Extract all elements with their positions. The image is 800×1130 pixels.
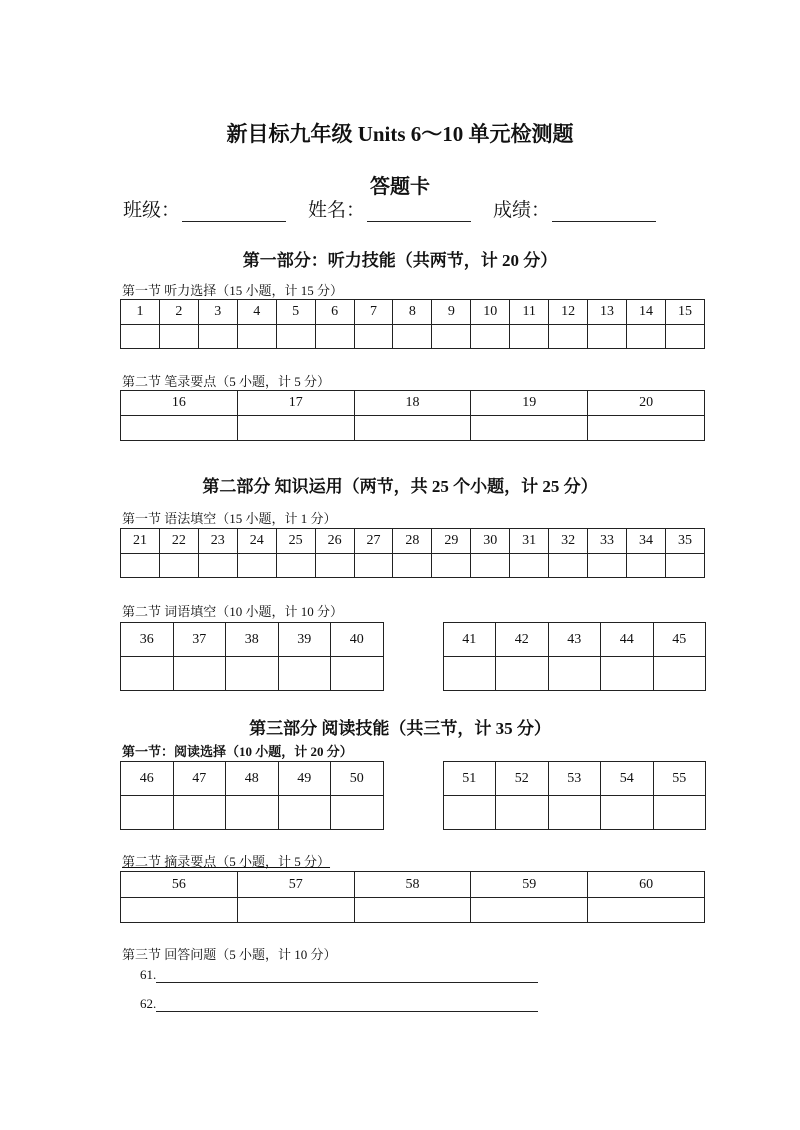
part1-title: 第一部分：听力技能（共两节，计 20 分）	[242, 251, 558, 270]
table-gap	[383, 657, 443, 691]
question-number-cell: 13	[588, 300, 627, 325]
answer-cell[interactable]	[588, 325, 627, 349]
question-number-cell: 18	[354, 391, 471, 416]
number-row	[121, 623, 706, 657]
answer-cell[interactable]	[198, 554, 237, 578]
table-gap	[383, 796, 443, 830]
score-label: 成绩：	[493, 199, 551, 221]
answer-cell[interactable]	[471, 416, 588, 441]
class-blank[interactable]	[182, 203, 286, 222]
question-number-cell: 42	[496, 623, 549, 657]
question-number-cell: 58	[354, 872, 471, 898]
page-title: 新目标九年级 Units 6～10 单元检测题	[226, 122, 574, 146]
question-number-cell: 26	[315, 529, 354, 554]
number-row	[121, 391, 705, 416]
answer-cell[interactable]	[588, 898, 705, 923]
question-number-cell: 9	[432, 300, 471, 325]
question-number-cell: 7	[354, 300, 393, 325]
question-number-cell: 48	[226, 762, 279, 796]
question-number-cell: 60	[588, 872, 705, 898]
answer-cell[interactable]	[173, 657, 226, 691]
part2-sec1-label: 第一节 语法填空（15 小题，计 1 分）	[122, 511, 337, 526]
answer-cell[interactable]	[121, 554, 160, 578]
answer-cell[interactable]	[549, 554, 588, 578]
answer-row	[121, 325, 705, 349]
answer-cell[interactable]	[471, 554, 510, 578]
question-number-cell: 29	[432, 529, 471, 554]
question-number-cell: 27	[354, 529, 393, 554]
answer-cell[interactable]	[121, 416, 238, 441]
class-label: 班级：	[123, 199, 181, 221]
answer-cell[interactable]	[315, 554, 354, 578]
question-number-cell: 34	[626, 529, 665, 554]
question-number-cell: 2	[159, 300, 198, 325]
question-number-cell: 21	[121, 529, 160, 554]
question-number-cell: 40	[331, 623, 384, 657]
question-number-cell: 5	[276, 300, 315, 325]
answer-cell[interactable]	[121, 657, 174, 691]
answer-line-61[interactable]	[140, 967, 538, 983]
question-number: 61.	[140, 967, 157, 982]
answer-cell[interactable]	[226, 796, 279, 830]
question-number: 62.	[140, 996, 157, 1011]
answer-cell[interactable]	[237, 325, 276, 349]
answer-cell[interactable]	[496, 796, 549, 830]
question-number-cell: 41	[443, 623, 496, 657]
answer-cell[interactable]	[159, 325, 198, 349]
question-number-cell: 14	[626, 300, 665, 325]
question-number-cell: 19	[471, 391, 588, 416]
question-number-cell: 43	[548, 623, 601, 657]
answer-cell[interactable]	[510, 554, 549, 578]
question-number-cell: 23	[198, 529, 237, 554]
answer-cell[interactable]	[665, 325, 704, 349]
question-number-cell: 45	[653, 623, 706, 657]
question-number-cell: 31	[510, 529, 549, 554]
question-number-cell: 3	[198, 300, 237, 325]
answer-row	[121, 554, 705, 578]
part2-sec2-label: 第二节 词语填空（10 小题，计 10 分）	[122, 604, 344, 619]
question-number-cell: 52	[496, 762, 549, 796]
answer-cell[interactable]	[653, 657, 706, 691]
question-number-cell: 37	[173, 623, 226, 657]
answer-row	[121, 657, 706, 691]
answer-cell[interactable]	[159, 554, 198, 578]
question-number-cell: 16	[121, 391, 238, 416]
question-number-cell: 10	[471, 300, 510, 325]
answer-cell[interactable]	[354, 898, 471, 923]
answer-cell[interactable]	[121, 898, 238, 923]
answer-cell[interactable]	[588, 416, 705, 441]
answer-cell[interactable]	[432, 325, 471, 349]
answer-cell[interactable]	[237, 898, 354, 923]
question-number-cell: 39	[278, 623, 331, 657]
question-number-cell: 59	[471, 872, 588, 898]
question-number-cell: 50	[331, 762, 384, 796]
question-number-cell: 28	[393, 529, 432, 554]
answer-cell[interactable]	[278, 657, 331, 691]
answer-cell[interactable]	[471, 898, 588, 923]
answer-cell[interactable]	[432, 554, 471, 578]
number-row	[121, 529, 705, 554]
answer-cell[interactable]	[331, 796, 384, 830]
question-number-cell: 57	[237, 872, 354, 898]
answer-cell[interactable]	[443, 796, 496, 830]
part3-sec2-label: 第二节 摘录要点（5 小题，计 5 分）	[122, 854, 331, 869]
answer-cell[interactable]	[626, 325, 665, 349]
question-number-cell: 15	[665, 300, 704, 325]
question-number-cell: 33	[588, 529, 627, 554]
answer-cell[interactable]	[548, 657, 601, 691]
answer-cell[interactable]	[601, 657, 654, 691]
question-number-cell: 6	[315, 300, 354, 325]
question-number-cell: 25	[276, 529, 315, 554]
answer-cell[interactable]	[393, 554, 432, 578]
answer-cell[interactable]	[510, 325, 549, 349]
name-label: 姓名：	[308, 199, 366, 221]
part2-sec1-table	[120, 528, 705, 578]
question-number-cell: 17	[237, 391, 354, 416]
part1-sec1-table	[120, 299, 705, 349]
number-row	[121, 762, 706, 796]
score-field[interactable]	[493, 195, 656, 222]
answer-blank[interactable]	[156, 998, 538, 1012]
question-number-cell: 8	[393, 300, 432, 325]
class-field[interactable]	[123, 195, 286, 222]
score-blank[interactable]	[552, 203, 656, 222]
part1-sec2-table	[120, 390, 705, 441]
answer-cell[interactable]	[354, 416, 471, 441]
part3-title: 第三部分 阅读技能（共三节，计 35 分）	[249, 719, 551, 738]
question-number-cell: 56	[121, 872, 238, 898]
answer-cell[interactable]	[588, 554, 627, 578]
answer-cell[interactable]	[601, 796, 654, 830]
student-info-row	[123, 195, 678, 222]
answer-cell[interactable]	[393, 325, 432, 349]
question-number-cell: 36	[121, 623, 174, 657]
answer-cell[interactable]	[121, 796, 174, 830]
question-number-cell: 51	[443, 762, 496, 796]
question-number-cell: 54	[601, 762, 654, 796]
part3-sec2-table	[120, 871, 705, 923]
answer-row	[121, 416, 705, 441]
answer-blank[interactable]	[156, 969, 538, 983]
question-number-cell: 53	[548, 762, 601, 796]
answer-cell[interactable]	[237, 554, 276, 578]
question-number-cell: 44	[601, 623, 654, 657]
question-number-cell: 24	[237, 529, 276, 554]
name-blank[interactable]	[367, 203, 471, 222]
answer-cell[interactable]	[549, 325, 588, 349]
part3-sec1-label: 第一节：阅读选择（10 小题，计 20 分）	[122, 744, 353, 759]
answer-cell[interactable]	[331, 657, 384, 691]
answer-cell[interactable]	[226, 657, 279, 691]
answer-cell[interactable]	[665, 554, 704, 578]
part2-sec2-table	[120, 622, 706, 691]
answer-cell[interactable]	[276, 325, 315, 349]
question-number-cell: 4	[237, 300, 276, 325]
question-number-cell: 1	[121, 300, 160, 325]
part1-sec2-label: 第二节 笔录要点（5 小题，计 5 分）	[122, 374, 331, 389]
answer-cell[interactable]	[173, 796, 226, 830]
answer-line-62[interactable]	[140, 996, 538, 1012]
answer-cell[interactable]	[315, 325, 354, 349]
answer-cell[interactable]	[198, 325, 237, 349]
number-row	[121, 300, 705, 325]
name-field[interactable]	[308, 195, 471, 222]
answer-cell[interactable]	[653, 796, 706, 830]
part2-title: 第二部分 知识运用（两节，共 25 个小题，计 25 分）	[202, 477, 598, 496]
answer-cell[interactable]	[354, 554, 393, 578]
question-number-cell: 46	[121, 762, 174, 796]
question-number-cell: 47	[173, 762, 226, 796]
answer-cell[interactable]	[443, 657, 496, 691]
answer-sheet-subtitle: 答题卡	[370, 176, 430, 198]
question-number-cell: 30	[471, 529, 510, 554]
question-number-cell: 22	[159, 529, 198, 554]
question-number-cell: 35	[665, 529, 704, 554]
question-number-cell: 32	[549, 529, 588, 554]
answer-row	[121, 898, 705, 923]
question-number-cell: 49	[278, 762, 331, 796]
question-number-cell: 55	[653, 762, 706, 796]
question-number-cell: 12	[549, 300, 588, 325]
number-row	[121, 872, 705, 898]
table-gap	[383, 623, 443, 657]
question-number-cell: 20	[588, 391, 705, 416]
question-number-cell: 38	[226, 623, 279, 657]
answer-cell[interactable]	[121, 325, 160, 349]
answer-row	[121, 796, 706, 830]
answer-cell[interactable]	[278, 796, 331, 830]
answer-cell[interactable]	[354, 325, 393, 349]
part3-sec3-label: 第三节 回答问题（5 小题，计 10 分）	[122, 947, 337, 962]
part3-sec1-table	[120, 761, 706, 830]
part1-sec1-label: 第一节 听力选择（15 小题，计 15 分）	[122, 283, 344, 298]
answer-cell[interactable]	[237, 416, 354, 441]
answer-cell[interactable]	[626, 554, 665, 578]
table-gap	[383, 762, 443, 796]
question-number-cell: 11	[510, 300, 549, 325]
answer-cell[interactable]	[496, 657, 549, 691]
answer-cell[interactable]	[548, 796, 601, 830]
answer-cell[interactable]	[471, 325, 510, 349]
answer-cell[interactable]	[276, 554, 315, 578]
